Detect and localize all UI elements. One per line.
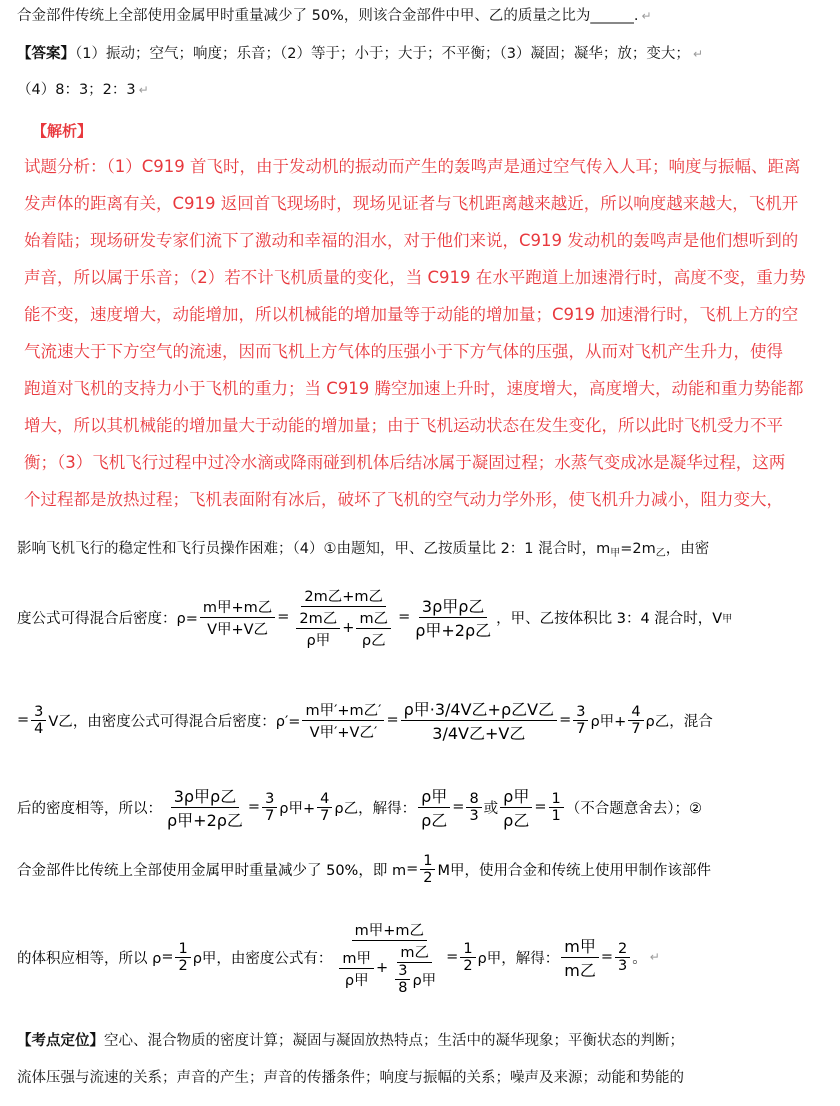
fraction: [31, 704, 46, 737]
denominator: 2: [178, 957, 188, 974]
numerator: m甲′+m乙′: [302, 699, 384, 721]
denominator: ρ甲+2ρ乙: [167, 810, 243, 830]
kaodian-text-1: 空心、混合物质的密度计算；凝固与凝固放热特点；生活中的凝华现象；平衡状态的判断；: [104, 1033, 684, 1049]
equals-sign: =: [386, 712, 399, 728]
numerator: ρ甲: [418, 784, 450, 808]
fraction: [296, 607, 340, 650]
fraction: [302, 699, 384, 742]
equals-sign: =: [277, 609, 290, 625]
fraction: [401, 697, 557, 744]
part4-text: ，由密: [665, 541, 710, 557]
equals-sign: =: [161, 949, 174, 965]
analysis-line: 能不变，速度增大，动能增加，所以机械能的增加量等于动能的增加量；C919 加速滑行时，飞机上方的空: [24, 305, 799, 324]
equals-sign: =: [600, 949, 614, 965]
numerator: 2m乙: [296, 607, 340, 629]
part4-text: ，解得：: [358, 800, 417, 817]
fraction: [418, 784, 450, 831]
analysis-line: 个过程都是放热过程；飞机表面附有冰后，破坏了飞机的空气动力学外形，使飞机升力减小，阻力变大，: [24, 490, 783, 509]
part4-text: （不合题意舍去）；②: [565, 800, 702, 817]
fraction: [390, 941, 439, 996]
equals-sign: =: [452, 799, 465, 815]
variable: ρ乙: [334, 800, 359, 817]
numerator: ρ甲·3/4V乙+ρ乙V乙: [401, 697, 557, 721]
denominator: 8: [398, 979, 408, 996]
numerator: m乙: [356, 607, 391, 629]
fraction: [262, 791, 277, 824]
subscript: 甲: [610, 548, 621, 559]
analysis-label: 【解析】: [32, 122, 93, 140]
denominator: 7: [576, 720, 586, 737]
analysis-line: 始着陆；现场研发专家们流下了激动和幸福的泪水，对于他们来说，C919 发动机的轰鸣声是他们想听到的: [24, 231, 799, 250]
variable: ρ甲: [477, 950, 502, 967]
subscript: 甲: [722, 613, 733, 625]
fraction: [175, 941, 190, 974]
numerator: 3ρ甲ρ乙: [419, 594, 488, 618]
part4-text: ，甲、乙按体积比 3：4 混合时，V: [496, 610, 723, 627]
paragraph-mark: ↵: [138, 83, 149, 97]
equals-sign: =: [559, 712, 572, 728]
denominator: ρ乙: [503, 810, 530, 830]
denominator: ρ甲: [344, 972, 369, 989]
numerator: 8: [466, 791, 481, 808]
variable: V乙: [48, 713, 73, 730]
fraction: [628, 704, 643, 737]
subscript: 乙: [655, 548, 666, 559]
fraction: [561, 934, 599, 981]
analysis-line: 气流速大于下方空气的流速，因而飞机上方气体的压强小于下方气体的压强，从而对飞机产生升力，使得: [24, 342, 783, 361]
paragraph-mark: ↵: [649, 950, 660, 964]
analysis-line: 试题分析：（1）C919 首飞时，由于发动机的振动而产生的轰鸣声是通过空气传入人耳；响度与振幅、距离: [24, 157, 801, 176]
paragraph-mark: ↵: [641, 9, 652, 23]
fraction: [317, 791, 332, 824]
denominator: ρ乙: [361, 632, 386, 649]
numerator: m甲+m乙: [200, 596, 275, 618]
part4-line-1: [17, 539, 709, 564]
denominator: 4: [34, 720, 44, 737]
numerator: 3ρ甲ρ乙: [171, 784, 240, 808]
numerator: 3: [573, 704, 588, 721]
variable: ρ甲: [412, 972, 437, 989]
equals-sign: =: [247, 799, 261, 815]
numerator: m甲: [339, 947, 374, 969]
denominator: 3: [469, 807, 479, 824]
analysis-line: 跑道对飞机的支持力小于飞机的重力；当 C919 腾空加速上升时，速度增大，高度增大，动能和重力势能都: [24, 379, 804, 398]
numerator: 1: [460, 941, 475, 958]
analysis-line: 衡；（3）飞机飞行过程中过冷水滴或降雨碰到机体后结冰属于凝固过程；水蒸气变成冰是凝华过程，这两: [24, 453, 786, 472]
answer-label: 【答案】: [17, 46, 75, 62]
paragraph-mark: ↵: [692, 47, 703, 61]
numerator: ρ甲: [500, 784, 532, 808]
fraction: [412, 594, 494, 641]
equals-sign: =: [398, 609, 411, 625]
part4-text: 或: [483, 800, 499, 817]
numerator: m甲+m乙: [352, 919, 427, 941]
denominator: 3: [618, 957, 628, 974]
solve-row: [17, 780, 702, 834]
variable: ρ乙: [645, 713, 670, 730]
kaodian-line-2: [17, 1068, 684, 1088]
numerator: 1: [549, 791, 564, 808]
numerator: m乙: [397, 941, 432, 963]
fraction: [460, 941, 475, 974]
analysis-line: 增大，所以其机械能的增加量大于动能的增加量；由于飞机运动状态在发生变化，所以此时飞机受力不平: [24, 416, 783, 435]
denominator: ρ甲+2ρ乙: [415, 620, 492, 640]
kaodian-text-2: 流体压强与流速的关系；声音的产生；声音的传播条件；响度与振幅的关系；噪声及来源；动能和势能的: [17, 1070, 684, 1086]
fraction: [549, 791, 564, 824]
answer-text-2: （4）8：3；2：3: [17, 82, 136, 98]
part4-text: =2m: [620, 541, 656, 557]
analysis-line: 发声体的距离有关，C919 返回首飞现场时，现场见证者与飞机距离越来越近，所以响度越来越大，飞机开: [24, 194, 799, 213]
denominator: 3/4V乙+V乙: [432, 723, 526, 743]
denominator: 7: [320, 807, 330, 824]
denominator: [390, 963, 439, 996]
fraction: [466, 791, 481, 824]
part4-text: 后的密度相等，所以：: [17, 800, 162, 817]
density-formula-row-1: [17, 577, 732, 657]
analysis-line: 声音，所以属于乐音；（2）若不计飞机质量的变化，当 C919 在水平跑道上加速滑行时，高度不变，重力势: [24, 268, 806, 287]
equals-sign: =: [446, 949, 459, 965]
density-formula-row-2: [17, 684, 713, 756]
denominator: ρ乙: [421, 810, 448, 830]
variable: ρ甲+: [590, 713, 627, 730]
variable: M甲: [437, 862, 465, 879]
equals-sign: =: [17, 712, 30, 728]
part4-text: 影响飞机飞行的稳定性和飞行员操作困难；（4）①由题知，甲、乙按质量比 2：1 混合时，m: [17, 541, 611, 557]
part4-text: ，由密度公式有：: [216, 950, 333, 967]
fraction: [615, 941, 630, 974]
denominator: 7: [265, 807, 275, 824]
numerator: 4: [317, 791, 332, 808]
fraction: [573, 704, 588, 737]
denominator: 7: [631, 720, 641, 737]
answer-line-1: [17, 44, 703, 64]
denominator: 2: [423, 869, 433, 886]
plus-sign: +: [376, 960, 389, 976]
denominator: m乙: [564, 960, 596, 980]
fraction: [200, 596, 275, 639]
part4-text: 度公式可得混合后密度：ρ=: [17, 610, 198, 627]
denominator: [291, 607, 396, 650]
numerator: 3: [31, 704, 46, 721]
variable: ρ甲: [192, 950, 217, 967]
numerator: 2: [615, 941, 630, 958]
denominator: ρ甲: [306, 632, 331, 649]
numerator: 2m乙+m乙: [301, 585, 386, 607]
volume-row: [17, 904, 660, 1010]
numerator: m甲: [561, 934, 599, 958]
question-tail: [17, 6, 652, 26]
equals-sign: =: [406, 861, 419, 877]
fraction: [339, 947, 374, 990]
fraction: [356, 607, 391, 650]
denominator: V甲+V乙: [207, 621, 269, 638]
numerator: 3: [395, 963, 410, 980]
fraction: [291, 585, 396, 650]
denominator: [334, 941, 444, 996]
fraction: [395, 963, 410, 996]
part4-text: ，使用合金和传统上使用甲制作该部件: [464, 862, 711, 879]
part4-text: ，解得：: [501, 950, 560, 967]
denominator: 2: [463, 957, 473, 974]
plus-sign: +: [342, 620, 355, 636]
mass-reduction-row: [17, 846, 711, 892]
denominator: V甲′+V乙′: [309, 724, 378, 741]
fraction: [420, 853, 435, 886]
part4-text: ，混合: [669, 713, 713, 730]
fraction: [164, 784, 246, 831]
equals-sign: =: [534, 799, 547, 815]
part4-text: 。: [632, 950, 647, 967]
question-text: 合金部件传统上全部使用金属甲时重量减少了 50%，则该合金部件中甲、乙的质量之比为______.: [17, 8, 639, 24]
answer-text-1: （1）振动；空气；响度；乐音；（2）等于；小于；大于；不平衡；（3）凝固；凝华；放；变大；: [75, 46, 690, 62]
kaodian-label: 【考点定位】: [17, 1033, 104, 1049]
numerator: 1: [420, 853, 435, 870]
kaodian-line-1: [17, 1031, 684, 1051]
fraction: [500, 784, 532, 831]
numerator: 1: [175, 941, 190, 958]
part4-text: 合金部件比传统上全部使用金属甲时重量减少了 50%，即 m: [17, 862, 407, 879]
denominator: 1: [551, 807, 561, 824]
part4-text: ，由密度公式可得混合后密度：ρ′=: [72, 713, 301, 730]
variable: ρ甲+: [279, 800, 316, 817]
answer-line-2: [17, 80, 149, 100]
part4-text: 的体积应相等，所以 ρ: [17, 950, 162, 967]
fraction: [334, 919, 444, 996]
numerator: 4: [628, 704, 643, 721]
numerator: 3: [262, 791, 277, 808]
